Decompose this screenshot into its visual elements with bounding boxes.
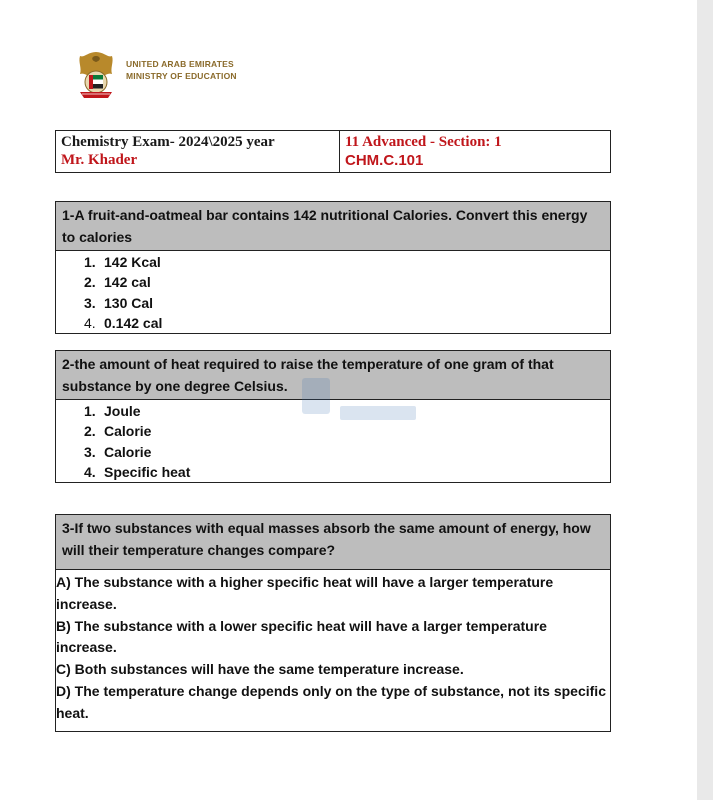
watermark-icon xyxy=(300,372,420,428)
page-edge xyxy=(697,0,713,800)
option-number: 3. xyxy=(84,443,96,460)
option[interactable] xyxy=(62,442,604,462)
ministry-line2: MINISTRY OF EDUCATION xyxy=(126,71,237,81)
question-3 xyxy=(55,514,611,732)
option-number: 2. xyxy=(84,274,96,291)
option-text: 130 Cal xyxy=(104,294,154,311)
option[interactable]: B) The substance with a lower specific heat will have a larger temperature increase. xyxy=(56,617,547,656)
option[interactable]: A) The substance with a higher specific heat will have a larger temperature increase. xyxy=(56,574,554,612)
question-3-text: 3-If two substances with equal masses absorb the same amount of energy, how will their temperature changes compare? xyxy=(56,515,610,570)
option-text: Calorie xyxy=(104,443,152,460)
ministry-name xyxy=(126,58,237,82)
exam-info-table xyxy=(55,130,611,173)
option-text: 0.142 cal xyxy=(104,314,163,331)
question-1-options xyxy=(56,251,610,333)
question-2-text: 2-the amount of heat required to raise the temperature of one gram of that substance by one degree Celsius. xyxy=(56,351,610,400)
option[interactable]: C) Both substances will have the same temperature increase. xyxy=(56,661,464,678)
option-number: 3. xyxy=(84,294,96,311)
course-code: CHM.C.101 xyxy=(345,152,424,169)
option-text: 142 Kcal xyxy=(104,254,161,270)
teacher-name: Mr. Khader xyxy=(61,152,138,168)
exam-info-right xyxy=(340,131,610,172)
ministry-line1: UNITED ARAB EMIRATES xyxy=(126,59,234,69)
question-1-text: 1-A fruit-and-oatmeal bar contains 142 nutritional Calories. Convert this energy to calories xyxy=(56,202,610,251)
question-3-options xyxy=(56,570,610,731)
option[interactable] xyxy=(62,272,604,292)
exam-title: Chemistry Exam- 2024\2025 year xyxy=(61,134,275,150)
option[interactable] xyxy=(62,462,604,482)
option-number: 1. xyxy=(84,403,96,419)
uae-emblem-icon xyxy=(74,48,118,102)
option[interactable] xyxy=(62,252,604,272)
option-number: 4. xyxy=(84,314,96,331)
option-text: Calorie xyxy=(104,423,152,440)
question-1 xyxy=(55,201,611,334)
option-text: Specific heat xyxy=(104,463,191,480)
section-label: 11 Advanced - Section: 1 xyxy=(345,134,502,150)
option-number: 4. xyxy=(84,463,96,480)
option[interactable] xyxy=(62,293,604,313)
option-text: 142 cal xyxy=(104,274,151,291)
option-number: 1. xyxy=(84,254,96,270)
exam-info-left xyxy=(56,131,340,172)
option-text: Joule xyxy=(104,403,141,419)
option[interactable] xyxy=(62,313,604,333)
option-number: 2. xyxy=(84,423,96,440)
option[interactable]: D) The temperature change depends only on the type of substance, not its specific heat. xyxy=(56,682,606,721)
